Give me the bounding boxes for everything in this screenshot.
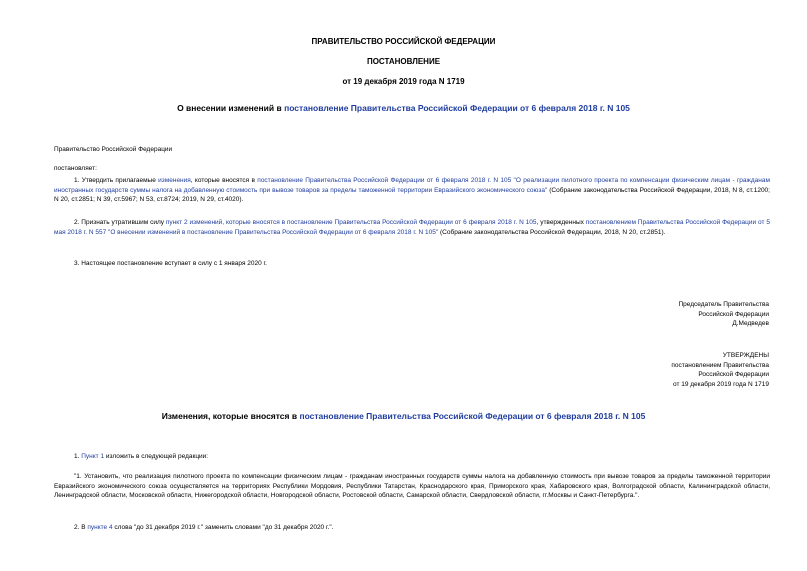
approved-label: УТВЕРЖДЕНЫ [722, 352, 769, 359]
document-title [0, 104, 807, 114]
p1-text-a: 1. Утвердить прилагаемые [74, 177, 159, 184]
p1-text-b: , которые вносятся в [190, 177, 258, 184]
change-2 [54, 523, 770, 533]
approved-country: Российской Федерации [698, 371, 769, 378]
paragraph-2 [54, 218, 770, 237]
p2-text-c: (Собрание законодательства Российской Федерации, 2018, N 20, ст.2851). [438, 228, 666, 236]
p2-text-b: , утвержденных [536, 219, 586, 226]
signature-country: Российской Федерации [698, 310, 769, 318]
p2-link-item[interactable]: пункт 2 изменений, которые вносятся в постановление Правительства Российской Федерации от 6 февраля 2018 г. N 105 [165, 219, 537, 226]
paragraph-3: 3. Настоящее постановление вступает в силу с 1 января 2020 г. [74, 260, 267, 267]
title-link[interactable]: постановление Правительства Российской Федерации от 6 февраля 2018 г. N 105 [284, 103, 630, 113]
signature-name: Д.Медведев [732, 320, 769, 327]
p1-link-changes[interactable]: изменения [158, 177, 191, 184]
change-1 [54, 452, 770, 462]
header-doc-type: ПОСТАНОВЛЕНИЕ [366, 57, 441, 66]
c2-text-a: 2. В [74, 524, 88, 531]
approved-by: постановлением Правительства [671, 361, 769, 369]
p2-link-decree[interactable]: постановлением Правительства Российской Федерации от 5 мая 2018 г. N 557 "О внесении изменений в постановление Правительства Российской Федерации от 6 февраля 2018 г. N 105" [54, 219, 770, 236]
header-date: от 19 декабря 2019 года N 1719 [342, 77, 465, 86]
p2-text-a: 2. Признать утратившим силу [74, 219, 166, 226]
c2-text-b: слова "до 31 декабря 2019 г." заменить словами "до 31 декабря 2020 г.". [112, 524, 334, 531]
government-name: Правительство Российской Федерации [54, 146, 173, 153]
changes-title-link[interactable]: постановление Правительства Российской Федерации от 6 февраля 2018 г. N 105 [299, 411, 646, 421]
changes-title [0, 412, 807, 422]
changes-title-prefix: Изменения, которые вносятся в [161, 411, 300, 421]
c1-text-b: изложить в следующей редакции: [104, 453, 209, 460]
c1-link-item1[interactable]: Пункт 1 [81, 453, 105, 460]
approved-block [569, 351, 769, 389]
paragraph-1 [54, 176, 770, 205]
change-1-quote: "1. Установить, что реализация пилотного проекта по компенсации физическим лицам - гражданам иностранных государств суммы налога на добавленную стоимость при вывозе товаров за пределы таможенной территории Евразийского экономического союза осуществляется на территориях Республики Мордовия, Республики Татарстан, Краснодарского края, Приморского края, Хабаровского края, Волгоградской области, Калининградской области, Ленинградской области, Московской области, Нижегородской области, Новгородской области, Ростовской области, Самарской области, Свердловской области, гг.Москвы и Санкт-Петербурга.". [54, 473, 770, 499]
approved-date: от 19 декабря 2019 года N 1719 [672, 380, 769, 388]
c2-link-item4[interactable]: пункте 4 [87, 524, 113, 531]
header-government: ПРАВИТЕЛЬСТВО РОССИЙСКОЙ ФЕДЕРАЦИИ [311, 37, 496, 46]
title-prefix: О внесении изменений в [177, 103, 285, 113]
signature-position: Председатель Правительства [678, 301, 769, 308]
p1-link-decree[interactable]: постановление Правительства Российской Федерации от 6 февраля 2018 г. N 105 "О реализации пилотного проекта по компенсации физическим лицам - гражданам иностранных государств суммы налога на добавленную стоимость при вывозе товаров за пределы таможенной территории Евразийского экономического союза" [54, 177, 770, 194]
signature-block [569, 300, 769, 329]
c1-text-a: 1. [74, 453, 82, 460]
p1-text-c: (Собрание законодательства Российской Федерации, 2018, N 8, ст.1200; N 20, ст.2851; N 39, ст.5967; N 53, ст.8724; 2019, N 29, ст.4020). [54, 186, 770, 203]
decides-line: постановляет: [54, 165, 97, 172]
